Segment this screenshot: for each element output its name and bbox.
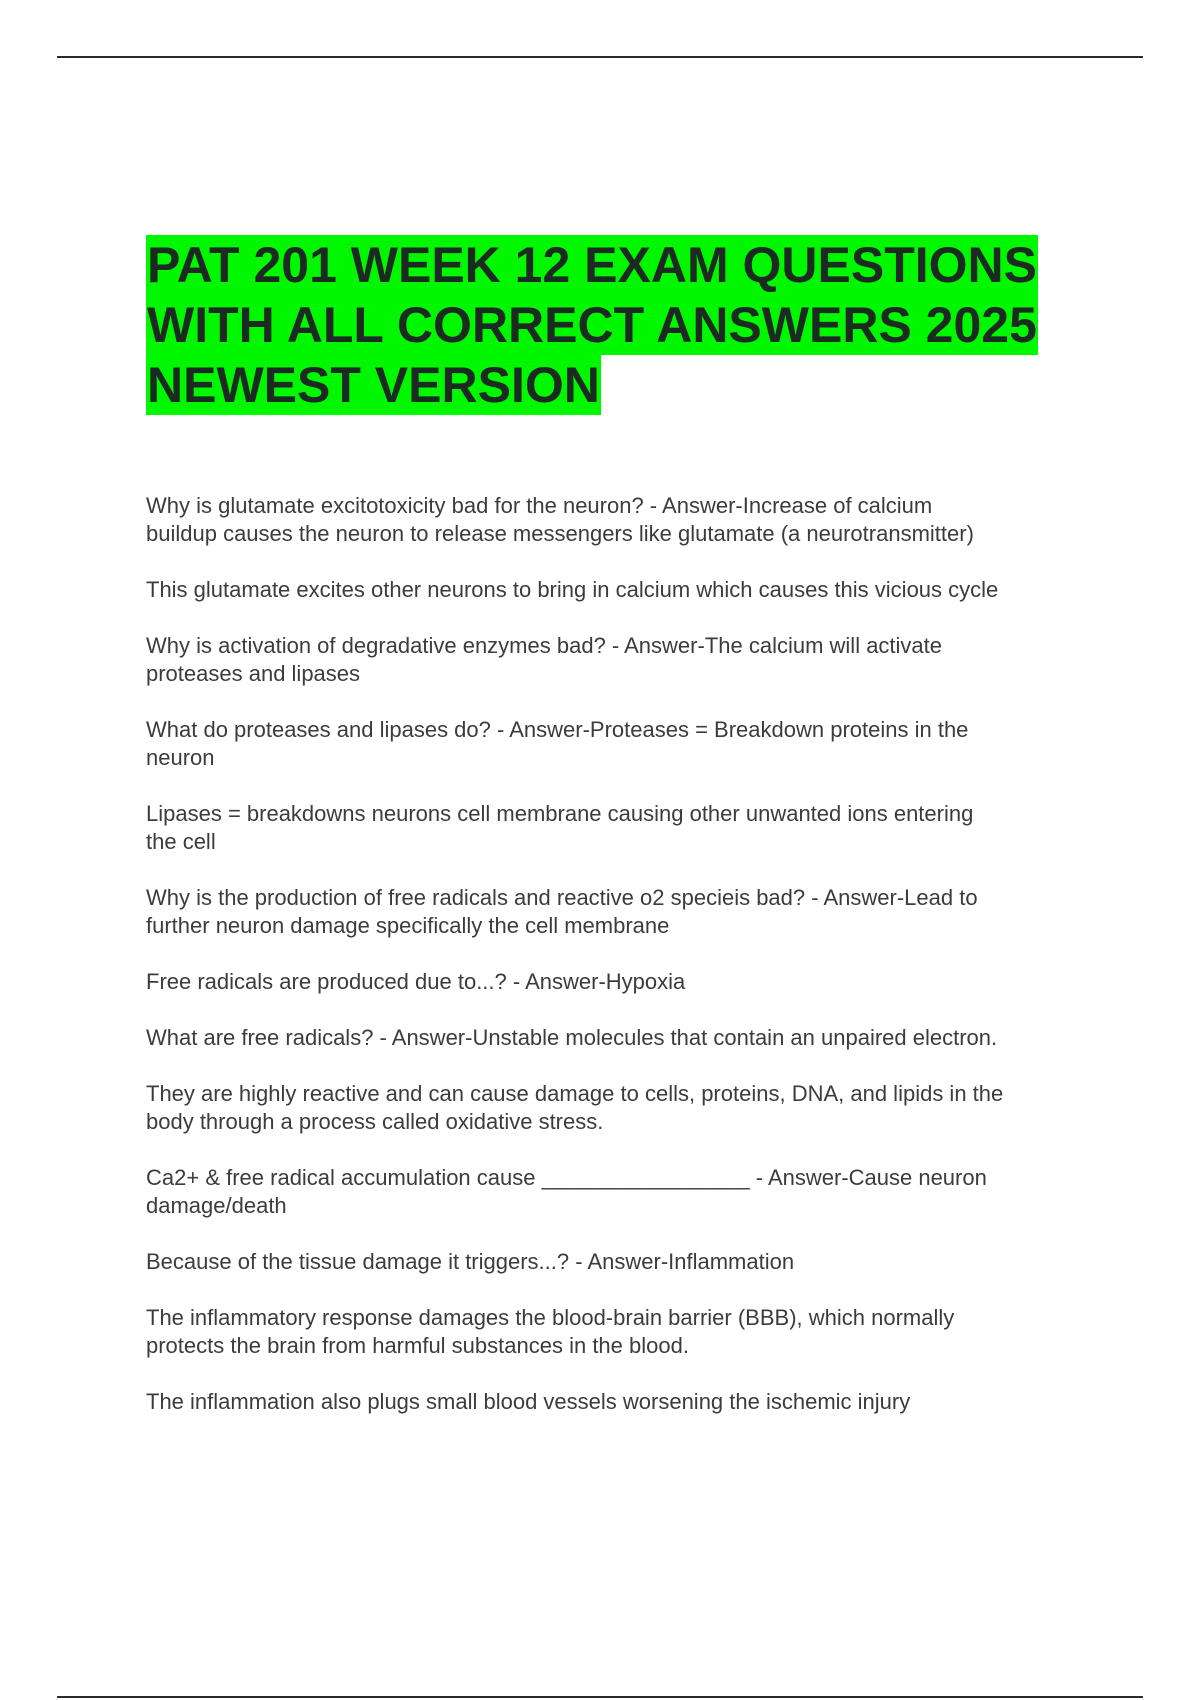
qa-paragraph: They are highly reactive and can cause damage to cells, proteins, DNA, and lipids in the body through a process called oxidative stress. bbox=[146, 1081, 1004, 1134]
qa-paragraph: The inflammation also plugs small blood vessels worsening the ischemic injury bbox=[146, 1389, 911, 1414]
qa-paragraph: What are free radicals? - Answer-Unstable molecules that contain an unpaired electron. bbox=[146, 1025, 998, 1050]
qa-paragraph: Why is glutamate excitotoxicity bad for the neuron? - Answer-Increase of calcium buildup causes the neuron to release messengers like glutamate (a neurotransmitter) bbox=[146, 493, 974, 546]
document-title bbox=[146, 235, 1086, 415]
qa-content bbox=[146, 492, 1096, 1444]
qa-paragraph: Ca2+ & free radical accumulation cause _________________ - Answer-Cause neuron damage/death bbox=[146, 1165, 987, 1218]
qa-paragraph: Lipases = breakdowns neurons cell membrane causing other unwanted ions entering the cell bbox=[146, 801, 974, 854]
title-line: NEWEST VERSION bbox=[147, 357, 600, 413]
qa-paragraph: The inflammatory response damages the blood-brain barrier (BBB), which normally protects the brain from harmful substances in the blood. bbox=[146, 1305, 955, 1358]
qa-paragraph: Why is the production of free radicals and reactive o2 specieis bad? - Answer-Lead to further neuron damage specifically the cell membrane bbox=[146, 885, 978, 938]
top-rule bbox=[57, 56, 1143, 58]
qa-paragraph: Free radicals are produced due to...? - Answer-Hypoxia bbox=[146, 969, 686, 994]
qa-paragraph: This glutamate excites other neurons to bring in calcium which causes this vicious cycle bbox=[146, 577, 999, 602]
title-line: PAT 201 WEEK 12 EXAM QUESTIONS bbox=[147, 237, 1038, 293]
qa-paragraph: What do proteases and lipases do? - Answer-Proteases = Breakdown proteins in the neuron bbox=[146, 717, 969, 770]
title-line: WITH ALL CORRECT ANSWERS 2025 bbox=[147, 297, 1037, 353]
qa-paragraph: Because of the tissue damage it triggers...? - Answer-Inflammation bbox=[146, 1249, 795, 1274]
qa-paragraph: Why is activation of degradative enzymes bad? - Answer-The calcium will activate proteases and lipases bbox=[146, 633, 943, 686]
bottom-rule bbox=[57, 1696, 1143, 1698]
